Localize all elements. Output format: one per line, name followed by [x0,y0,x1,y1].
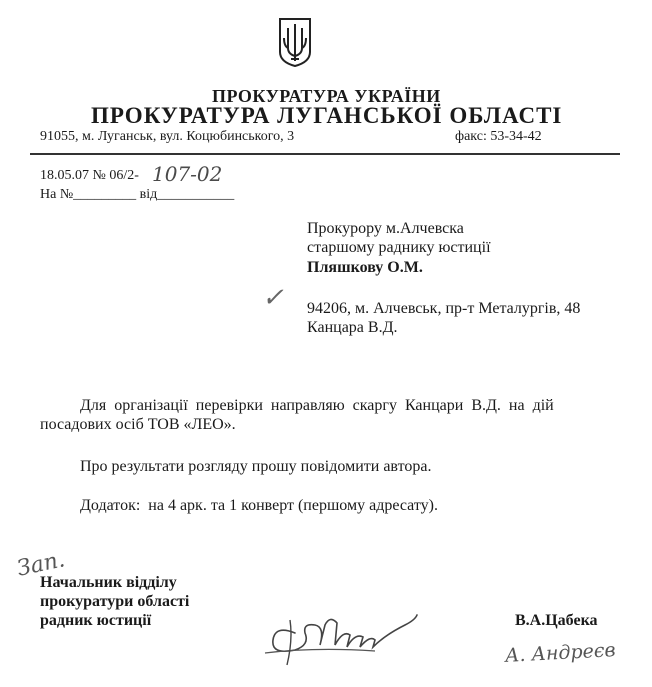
addressee-person: Канцара В.Д. [307,319,398,336]
registration-reply-to: На №_________ від___________ [40,187,235,202]
addressee-line-2: старшому раднику юстиції [307,239,491,256]
body-paragraph-1-line-1: Для організації перевірки направляю скаргу Канцари В.Д. на дій [80,397,554,414]
header-line-1: ПРОКУРАТУРА УКРАЇНИ [212,86,441,106]
body-paragraph-3: Додаток: на 4 арк. та 1 конверт (першому адресату). [80,497,438,514]
executor-handwritten: А. Андреєв [504,639,617,667]
registration-date-number: 18.05.07 № 06/2- [40,168,139,183]
handwritten-signature [255,595,425,675]
signature-name: В.А.Цабека [515,612,598,629]
header-address: 91055, м. Луганськ, вул. Коцюбинського, 3 [40,129,295,144]
addressee-name: Пляшкову О.М. [307,259,423,276]
registration-handwritten-number: 107-02 [152,162,223,186]
check-mark-icon: ✓ [262,283,284,313]
addressee-line-1: Прокурору м.Алчевска [307,220,464,237]
body-paragraph-1-line-2: посадових осіб ТОВ «ЛЕО». [40,416,236,433]
handwritten-note: Зап. [14,547,68,582]
body-paragraph-2: Про результати розгляду прошу повідомити автора. [80,458,432,475]
header-line-2: ПРОКУРАТУРА ЛУГАНСЬКОЇ ОБЛАСТІ [91,103,563,128]
header-fax: факс: 53-34-42 [455,129,542,144]
addressee-address: 94206, м. Алчевськ, пр-т Металургів, 48 [307,300,581,317]
header-rule [30,153,620,155]
trident-emblem-icon [277,16,313,68]
signature-title-line-1: Начальник відділу [40,574,177,591]
signature-title-line-3: радник юстиції [40,612,152,629]
signature-title-line-2: прокуратури області [40,593,190,610]
